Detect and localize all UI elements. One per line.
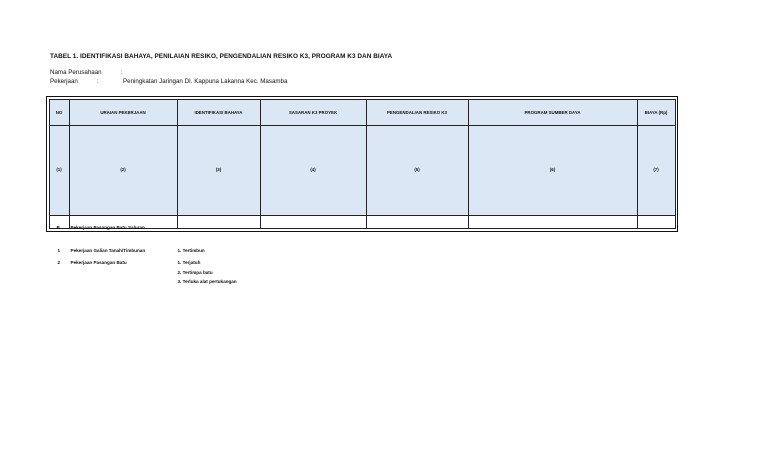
row-kegiatan: Pekerjaan Pasangan Batu xyxy=(70,259,127,265)
program-cell xyxy=(468,215,637,228)
biaya-cell xyxy=(637,215,675,228)
row-bahaya: 1. Terjatuh xyxy=(177,259,201,265)
header-uraian-pekerjaan: URAIAN PEKERJAAN xyxy=(69,99,177,125)
hazard-table xyxy=(49,99,676,284)
table-header-row xyxy=(49,99,675,125)
col-number-1: (1) xyxy=(49,125,69,215)
company-name-line xyxy=(50,69,131,76)
project-value: Peningkatan Jaringan DI. Kappuna Lakanna Kec. Masamba xyxy=(123,78,288,85)
col-number-3: (3) xyxy=(177,125,260,215)
project-line xyxy=(50,78,287,85)
company-name-separator: : xyxy=(121,69,123,76)
bahaya-cell xyxy=(177,215,260,284)
row-bahaya: 2. Tertimpa batu xyxy=(177,269,213,275)
sasaran-cell xyxy=(260,215,366,228)
table-body-row xyxy=(49,215,675,228)
row-bahaya: 3. Terluka alat pertukangan xyxy=(177,278,237,284)
col-number-6: (6) xyxy=(468,125,637,215)
row-no: 1 xyxy=(57,247,61,253)
column-number-row xyxy=(49,125,675,215)
col-number-7: (7) xyxy=(637,125,675,215)
header-pengendalian-resiko: PENGENDALIAN RESIKO K3 xyxy=(366,99,468,125)
uraian-cell xyxy=(69,215,177,265)
project-separator: : xyxy=(97,78,99,85)
hazard-table-frame xyxy=(46,96,678,284)
header-no: NO xyxy=(49,99,69,125)
header-sasaran-k3: SASARAN K3 PROYEK xyxy=(260,99,366,125)
row-no: B xyxy=(56,224,60,230)
header-program-sumber-daya: PROGRAM SUMBER DAYA xyxy=(468,99,637,125)
no-cell xyxy=(49,215,69,265)
col-number-2: (2) xyxy=(69,125,177,215)
document-title: TABEL 1. IDENTIFIKASI BAHAYA, PENILAIAN RESIKO, PENGENDALIAN RESIKO K3, PROGRAM K3 DAN BIAYA xyxy=(50,53,393,60)
col-number-4: (4) xyxy=(260,125,366,215)
pengendalian-cell xyxy=(366,215,468,228)
row-bahaya: 1. Tertimbun xyxy=(177,247,205,253)
project-label: Pekerjaan xyxy=(50,78,78,85)
row-kegiatan: Pekerjaan Pasangan Batu Saluran xyxy=(70,224,145,230)
company-name-label: Nama Perusahaan xyxy=(50,69,102,76)
header-biaya: BIAYA (Rp) xyxy=(637,99,675,125)
row-no: 2 xyxy=(57,259,61,265)
header-identifikasi-bahaya: IDENTIFIKASI BAHAYA xyxy=(177,99,260,125)
row-kegiatan: Pekerjaan Galian Tanah/Timbunan xyxy=(70,247,146,253)
col-number-5: (5) xyxy=(366,125,468,215)
